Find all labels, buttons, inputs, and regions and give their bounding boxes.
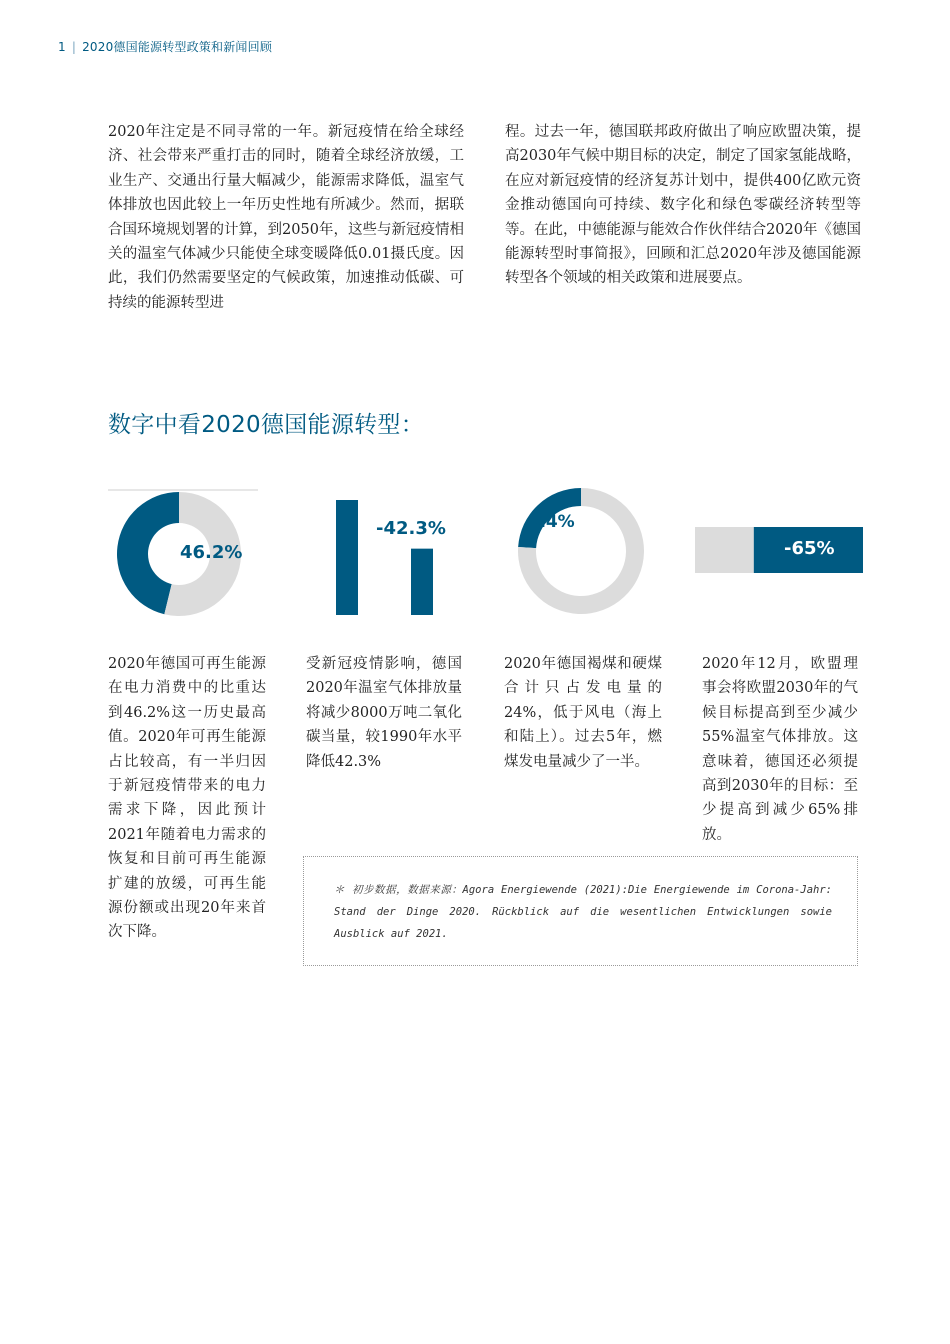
section-title: 数字中看2020德国能源转型： (108, 412, 425, 438)
eu-target-bar-chart (695, 526, 865, 574)
current-bar (411, 549, 433, 615)
remaining-segment (695, 527, 754, 573)
baseline-bar (336, 500, 358, 615)
intro-paragraph-right: 程。过去一年，德国联邦政府做出了响应欧盟决策，提高2030年气候中期目标的决定，制定了国家氢能战略，在应对新冠疫情的经济复苏计划中，提供400亿欧元资金推动德国向可持续、数字化和绿色零碳经济转型等等。在此，中德能源与能效合作伙伴结合2020年《德国能源转型时事简报》，回顾和汇总2020年涉及德国能源转型各个领域的相关政策和进展要点。 (505, 124, 861, 287)
emissions-stat-label: -42.3% (376, 518, 446, 539)
renewables-stat-label: 46.2% (180, 542, 243, 563)
page-header (58, 38, 272, 55)
document-title: 2020德国能源转型政策和新闻回顾 (82, 40, 273, 54)
header-separator: | (71, 40, 77, 54)
page-number: 1 (58, 40, 66, 54)
emissions-bar-chart (330, 495, 440, 620)
source-note-box (303, 856, 858, 966)
coal-caption: 2020年德国褐煤和硬煤合计只占发电量的24%，低于风电（海上和陆上）。过去5年，燃煤发电量减少了一半。 (504, 656, 662, 770)
eu-target-stat-label: -65% (784, 538, 835, 559)
coal-donut-chart (515, 485, 650, 620)
source-note-text: ＊ 初步数据，数据来源：Agora Energiewende (2021):Die Energiewende im Corona-Jahr: Stand der Dinge 2020. Rückblick auf die wesentlichen Entwicklungen sowie Ausblick auf 2021. (334, 884, 832, 940)
intro-paragraph-left: 2020年注定是不同寻常的一年。新冠疫情在给全球经济、社会带来严重打击的同时，随着全球经济放缓，工业生产、交通出行量大幅减少，能源需求降低，温室气体排放也因此较上一年历史性地有所减少。然而，据联合国环境规划署的计算，到2050年，这些与新冠疫情相关的温室气体减少只能使全球变暖降低0.01摄氏度。因此，我们仍然需要坚定的气候政策，加速推动低碳、可持续的能源转型进 (108, 124, 464, 311)
eu-target-caption: 2020年12月，欧盟理事会将欧盟2030年的气候目标提高到至少减少55%温室气体排放。这意味着，德国还必须提高到2030年的目标：至少提高到减少65%排放。 (702, 656, 858, 843)
emissions-caption: 受新冠疫情影响，德国2020年温室气体排放量将减少8000万吨二氧化碳当量，较1990年水平降低42.3% (306, 656, 462, 770)
coal-stat-label: 24% (534, 512, 575, 532)
renewables-caption: 2020年德国可再生能源在电力消费中的比重达到46.2%这一历史最高值。2020年可再生能源占比较高，有一半归因于新冠疫情带来的电力需求下降，因此预计2021年随着电力需求的恢复和目前可再生能源扩建的放缓，可再生能源份额或出现20年来首次下降。 (108, 656, 266, 941)
